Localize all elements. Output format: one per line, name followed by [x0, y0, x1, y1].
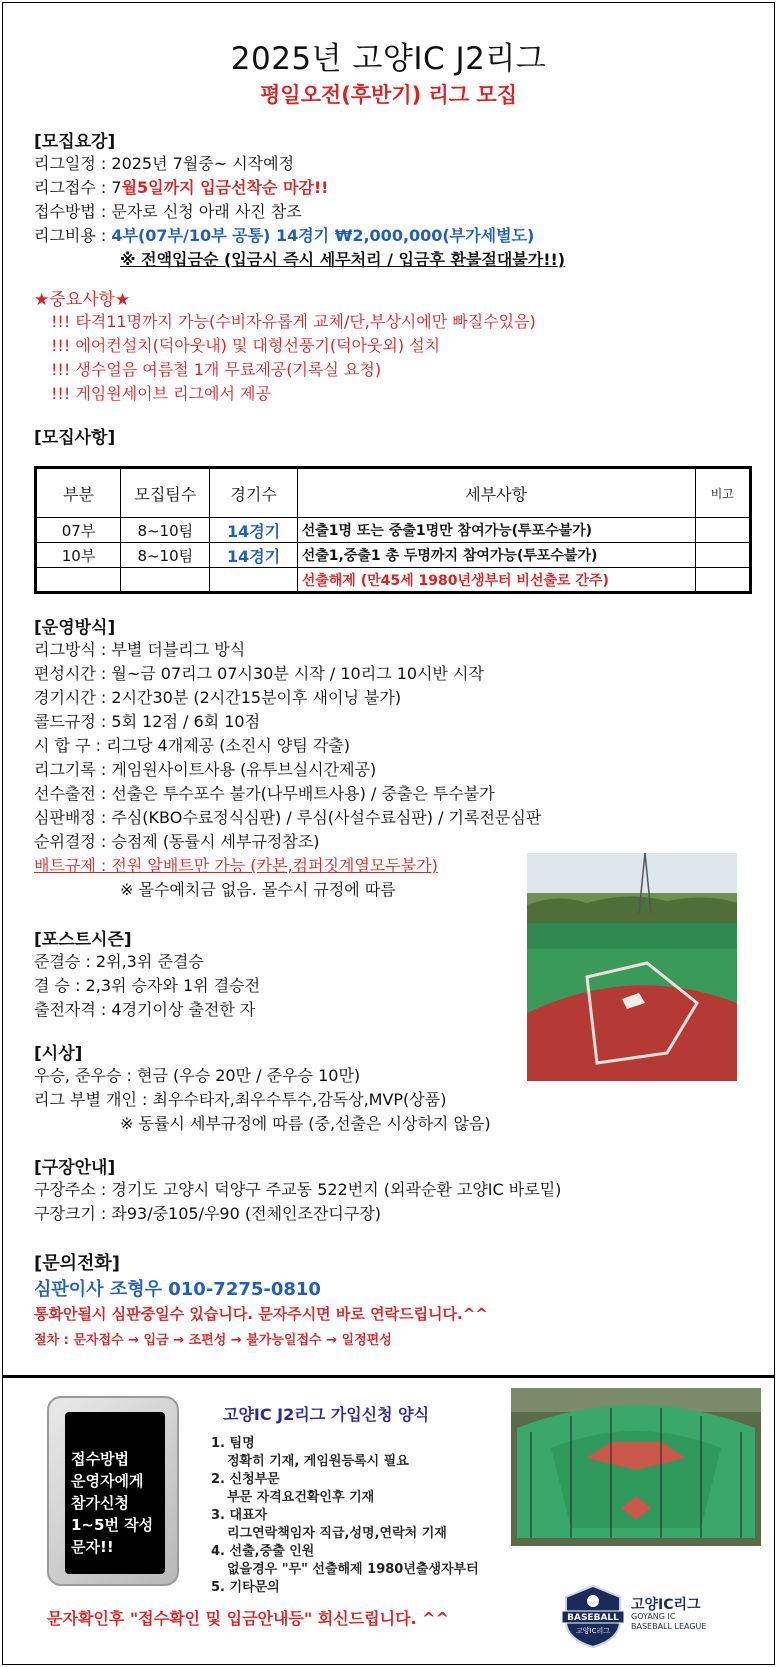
awards-item: 리그 부별 개인 : 최우수타자,최우수투수,감독상,MVP(상품)	[34, 1090, 447, 1109]
table-header-cell: 경기수	[210, 468, 297, 518]
important-item: !!! 게임원세이브 리그에서 제공	[51, 384, 271, 403]
phone-line: 1~5번 작성	[71, 1516, 154, 1534]
phone-line: 문자!!	[71, 1538, 114, 1556]
operation-item: 콜드규정 : 5회 12점 / 6회 10점	[34, 712, 261, 731]
page-title: 2025년 고양IC J2리그	[230, 41, 547, 77]
important-item: !!! 생수얼음 여름철 1개 무료제공(기록실 요청)	[51, 360, 382, 379]
important-heading: ★중요사항★	[34, 290, 131, 310]
prepay-note: ※ 전액입금순 (입금시 즉시 세무처리 / 입금후 환불절대불가!!)	[120, 250, 566, 269]
recruit-reception	[34, 175, 328, 198]
table-header-cell: 부분	[36, 468, 121, 518]
phone-text	[71, 1448, 153, 1558]
operation-item: 편성시간 : 월~금 07리그 07시30분 시작 / 10리그 10시반 시작	[34, 664, 484, 683]
table-cell: 07부	[36, 518, 121, 543]
operation-item: 경기시간 : 2시간30분 (2시간15분이후 새이닝 불가)	[34, 688, 402, 707]
logo-name: 고양IC리그	[631, 1597, 701, 1613]
awards-item: 우승, 준우승 : 현금 (우승 20만 / 준우승 10만)	[34, 1066, 361, 1085]
cost-value: 4부(07부/10부 공통) 14경기 ₩2,000,000(부가세별도)	[111, 226, 535, 245]
phone-line: 접수방법	[71, 1450, 129, 1468]
contact-heading: [문의전화]	[34, 1253, 121, 1274]
table-row	[36, 543, 751, 568]
postseason-item: 출전자격 : 4경기이상 출전한 자	[34, 1000, 256, 1019]
page-subtitle: 평일오전(후반기) 리그 모집	[260, 83, 517, 107]
poster-main	[3, 3, 774, 1375]
venue-item: 구장주소 : 경기도 고양시 덕양구 주교동 522번지 (외곽순환 고양IC 바로밑)	[34, 1180, 562, 1199]
recruit-heading: [모집요강]	[34, 132, 116, 152]
form-item: 2. 신청부문	[211, 1472, 280, 1487]
table-cell: 8~10팀	[121, 543, 210, 568]
forfeit-note: ※ 몰수예치금 없음. 몰수시 규정에 따름	[120, 880, 396, 899]
table-cell: 10부	[36, 543, 121, 568]
table-header-cell: 모집팀수	[121, 468, 210, 518]
operation-heading: [운영방식]	[34, 618, 116, 638]
table-header-cell: 세부사항	[297, 468, 695, 518]
table-note: 선출해제 (만45세 1980년생부터 비선출로 간주)	[297, 568, 695, 593]
recruit-table	[34, 466, 752, 594]
table-cell: 선출1,중출1 총 두명까지 참여가능(투포수불가)	[297, 543, 695, 568]
postseason-item: 결 승 : 2,3위 승자와 1위 결승전	[34, 976, 261, 995]
contact-phone[interactable]: 심판이사 조형우 010-7275-0810	[34, 1279, 321, 1300]
reception-highlight: 월5일까지 입금선착순 마감!!	[121, 178, 329, 197]
operation-item: 리그방식 : 부별 더블리그 방식	[34, 640, 246, 659]
operation-item: 순위결정 : 승점제 (동률시 세부규정참조)	[34, 832, 320, 851]
recruit-schedule: 리그일정 : 2025년 7월중~ 시작예정	[34, 154, 295, 173]
table-row	[36, 518, 751, 543]
postseason-item: 준결승 : 2위,3위 준결승	[34, 952, 204, 971]
table-heading: [모집사항]	[34, 428, 116, 448]
reception-label: 리그접수 : 7	[34, 178, 122, 197]
venue-item: 구장크기 : 좌93/중105/우90 (전체인조잔디구장)	[34, 1204, 382, 1223]
postseason-heading: [포스트시즌]	[34, 930, 132, 950]
form-item: 정확히 기재, 게임원등록시 필요	[227, 1454, 409, 1469]
table-cell	[695, 518, 750, 543]
signup-panel	[3, 1378, 774, 1664]
form-item: 1. 팀명	[211, 1436, 255, 1451]
form-title: 고양IC J2리그 가입신청 양식	[223, 1405, 430, 1424]
logo-sub-line: BASEBALL LEAGUE	[631, 1622, 707, 1631]
form-item: 부문 자격요건확인후 기재	[227, 1490, 375, 1505]
form-item: 3. 대표자	[211, 1508, 268, 1523]
operation-item: 시 합 구 : 리그당 4개제공 (소진시 양팀 각출)	[34, 736, 351, 755]
logo-badge-sub: 고양IC리그	[575, 1627, 611, 1635]
signup-footer: 문자확인후 "접수확인 및 입금안내등" 회신드립니다. ^^	[47, 1609, 449, 1628]
phone-illustration	[47, 1396, 179, 1586]
phone-line: 운영자에게	[71, 1472, 144, 1490]
table-header-row	[36, 468, 751, 518]
operation-item: 리그기록 : 게임원사이트사용 (유투브실시간제공)	[34, 760, 377, 779]
table-cell: 14경기	[210, 518, 297, 543]
recruit-cost	[34, 223, 534, 246]
operation-item: 선수출전 : 선출은 투수포수 불가(나무배트사용) / 중출은 투수불가	[34, 784, 495, 803]
field-photo	[527, 853, 737, 1081]
table-cell: 8~10팀	[121, 518, 210, 543]
poster-frame	[2, 2, 775, 1665]
table-header-cell: 비고	[695, 468, 750, 518]
aerial-field-photo	[511, 1388, 761, 1546]
table-cell: 선출1명 또는 중출1명만 참여가능(투포수불가)	[297, 518, 695, 543]
form-item: 4. 선출,중출 인원	[211, 1544, 315, 1559]
phone-line: 참가신청	[71, 1494, 129, 1512]
league-logo-badge	[560, 1583, 626, 1649]
cost-label: 리그비용 :	[34, 226, 112, 245]
table-cell	[695, 543, 750, 568]
table-row	[36, 568, 751, 593]
contact-process: 절차 : 문자접수 → 입금 → 조편성 → 불가능일접수 → 일정편성	[34, 1333, 392, 1348]
awards-note: ※ 동률시 세부규정에 따름 (중,선출은 시상하지 않음)	[120, 1114, 491, 1133]
logo-sub-line: GOYANG IC	[631, 1612, 676, 1621]
important-item: !!! 타격11명까지 가능(수비자유롭게 교체/단,부상시에만 빠질수있음)	[51, 312, 536, 331]
logo-badge-text: BASEBALL	[567, 1613, 619, 1623]
awards-heading: [시상]	[34, 1044, 83, 1064]
bat-rule: 배트규제 : 전원 알배트만 가능 (카본,컴퍼짓계열모두불가)	[34, 856, 438, 875]
form-item: 없을경우 "무" 선출해제 1980년출생자부터	[227, 1562, 479, 1577]
operation-item: 심판배정 : 주심(KBO수료정식심판) / 루심(사설수료심판) / 기록전문심판	[34, 808, 542, 827]
important-item: !!! 에어컨설치(덕아웃내) 및 대형선풍기(덕아웃외) 설치	[51, 336, 441, 355]
form-item: 리그연락책임자 직급,성명,연락처 기재	[227, 1526, 447, 1541]
venue-heading: [구장안내]	[34, 1158, 116, 1178]
logo-sub	[631, 1612, 706, 1632]
form-item: 5. 기타문의	[211, 1580, 280, 1595]
recruit-method: 접수방법 : 문자로 신청 아래 사진 참조	[34, 202, 302, 221]
table-cell: 14경기	[210, 543, 297, 568]
contact-note: 통화안될시 심판중일수 있습니다. 문자주시면 바로 연락드립니다.^^	[34, 1305, 488, 1323]
